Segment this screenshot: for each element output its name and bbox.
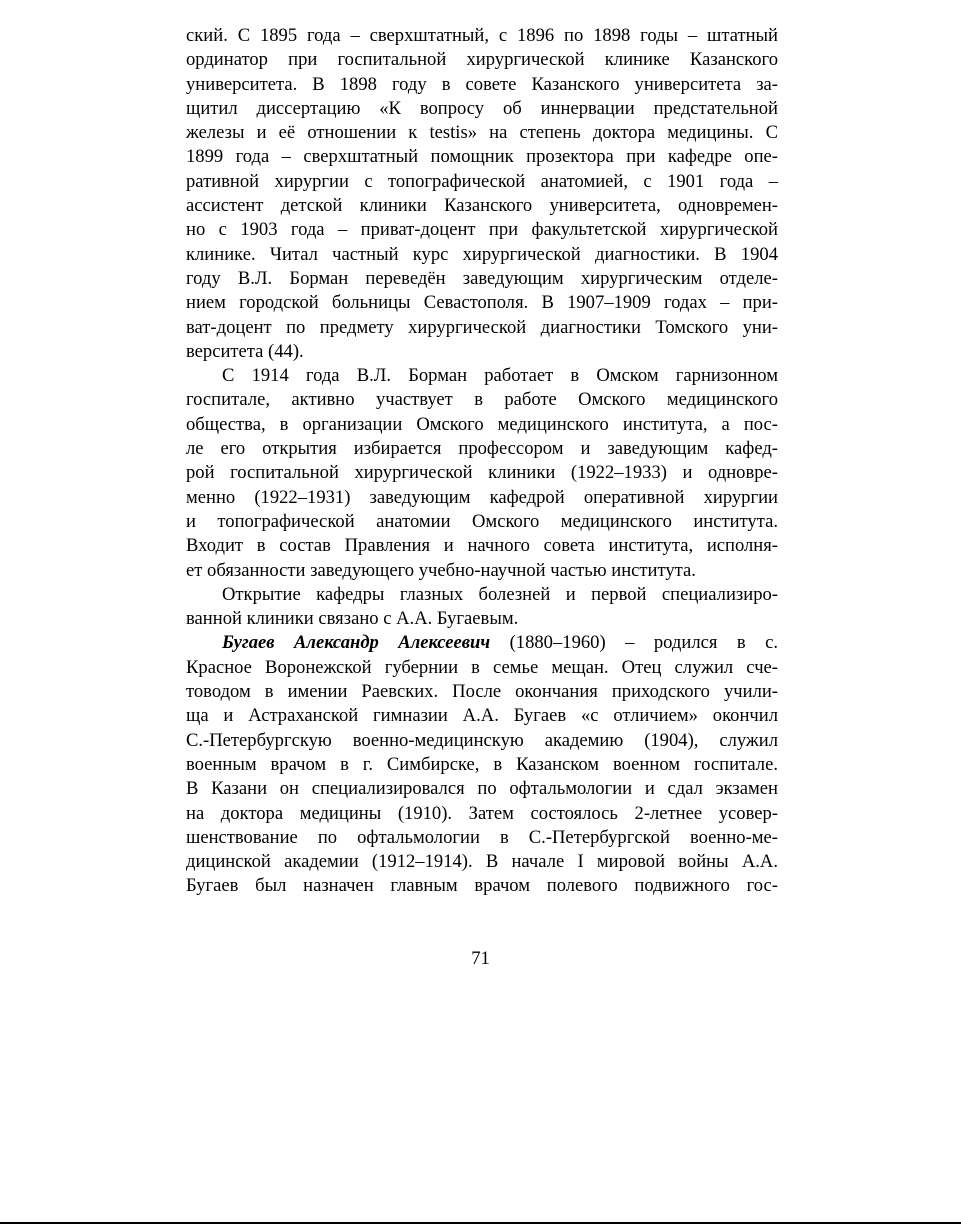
text-line: Открытие кафедры глазных болезней и первой специализиро- [222,583,778,605]
page-number: 71 [471,948,490,969]
text-line: ванной клиники связано с А.А. Бугаевым. [186,608,519,630]
text-line: Красное Воронежской губернии в семье мещан. Отец служил сче- [186,656,778,678]
person-name: Бугаев Александр Алексеевич [222,632,491,654]
text-line: ле его открытия избирается профессором и заведующим кафед- [186,438,778,460]
text-line: и топографической анатомии Омского медицинского института. [186,510,778,532]
text-line: шенствование по офтальмологии в С.-Петербургской военно-ме- [186,826,778,848]
text-line: ща и Астраханской гимназии А.А. Бугаев «с отличием» окончил [186,705,778,727]
text-line: С.-Петербургскую военно-медицинскую академию (1904), служил [186,729,778,751]
text-line: 1899 года – сверхштатный помощник прозектора при кафедре опе- [186,146,778,168]
text-line: на доктора медицины (1910). Затем состоялось 2-летнее усовер- [186,802,778,824]
text-line: ассистент детской клиники Казанского университета, одновремен- [186,195,778,217]
text-line: Входит в состав Правления и начного совета института, исполня- [186,535,778,557]
text-line: рой госпитальной хирургической клиники (1922–1933) и одновре- [186,462,778,484]
text-line-rest: (1880–1960) – родился в с. [490,632,779,654]
text-line: но с 1903 года – приват-доцент при факультетской хирургической [186,219,778,241]
text-line: верситета (44). [186,340,304,362]
text-line: году В.Л. Борман переведён заведующим хирургическим отделе- [186,267,778,289]
text-line: щитил диссертацию «К вопросу об иннервации предстательной [186,97,778,119]
text-line: ординатор при госпитальной хирургической клинике Казанского [186,49,778,71]
text-line: госпитале, активно участвует в работе Омского медицинского [186,389,778,411]
text-line: ват-доцент по предмету хирургической диагностики Томского уни- [186,316,778,338]
text-line: Бугаев был назначен главным врачом полевого подвижного гос- [186,875,778,897]
text-line: ский. С 1895 года – сверхштатный, с 1896 по 1898 годы – штатный [186,25,778,46]
text-line: клинике. Читал частный курс хирургической диагностики. В 1904 [186,243,778,265]
text-line: менно (1922–1931) заведующим кафедрой оперативной хирургии [186,486,778,508]
text-line: железы и её отношении к testis» на степень доктора медицины. С [186,122,778,144]
text-line: военным врачом в г. Симбирске, в Казанском военном госпитале. [186,753,778,775]
text-line [186,631,778,655]
text-line: ет обязанности заведующего учебно-научной частью института. [186,559,696,581]
text-line: нием городской больницы Севастополя. В 1907–1909 годах – при- [186,292,778,314]
text-line: университета. В 1898 году в совете Казанского университета за- [186,73,778,95]
bottom-edge-rule [0,1222,961,1224]
text-line: ративной хирургии с топографической анатомией, с 1901 года – [186,170,778,192]
text-line: общества, в организации Омского медицинского института, а пос- [186,413,778,435]
text-line: В Казани он специализировался по офтальмологии и сдал экзамен [186,778,778,800]
text-line: С 1914 года В.Л. Борман работает в Омском гарнизонном [222,365,778,387]
text-line: товодом в имении Раевских. После окончания приходского учили- [186,681,778,703]
body-text [186,24,778,899]
text-line: дицинской академии (1912–1914). В начале I мировой войны А.А. [186,851,778,873]
